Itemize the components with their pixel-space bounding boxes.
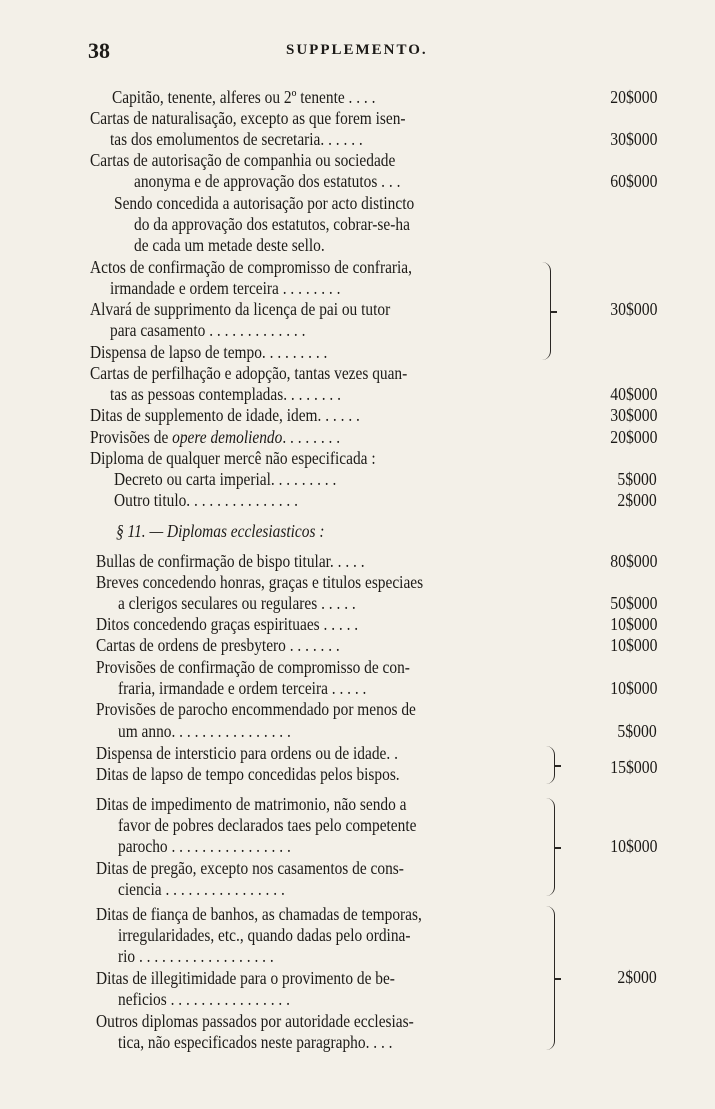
entry-line: fraria, irmandade e ordem terceira . . . . .	[118, 678, 367, 698]
entry-line: Alvará de supprimento da licença de pai ou tutor	[90, 299, 391, 319]
entry-line: Diploma de qualquer mercê não especificada :	[90, 448, 376, 468]
group-brace	[546, 746, 555, 784]
entry-line: Ditas de illegitimidade para o provimento de be-	[96, 968, 395, 988]
entry-price: 40$000	[609, 384, 657, 404]
entry-line: Cartas de autorisação de companhia ou sociedade	[90, 150, 396, 170]
entry-line: Dispensa de lapso de tempo. . . . . . . . .	[90, 342, 328, 362]
entry-line: Ditas de supplemento de idade, idem. . . . . .	[90, 405, 360, 425]
entry-line: Outros diplomas passados por autoridade ecclesias-	[96, 1011, 414, 1031]
entry-price: 50$000	[609, 593, 657, 613]
entry-price: 10$000	[609, 614, 657, 634]
entry-line: Cartas de perfilhação e adopção, tantas vezes quan-	[90, 363, 408, 383]
entry-line: Ditas de fiança de banhos, as chamadas de temporas,	[96, 904, 422, 924]
running-title: SUPPLEMENTO.	[286, 42, 428, 58]
group-brace	[546, 798, 555, 896]
entry-line: Cartas de naturalisação, excepto as que forem isen-	[90, 108, 406, 128]
entry-line: parocho . . . . . . . . . . . . . . . .	[118, 836, 291, 856]
entry-line: Provisões de parocho encommendado por menos de	[96, 699, 416, 719]
entry-line: Provisões de confirmação de compromisso de con-	[96, 657, 410, 677]
entry-price: 5$000	[617, 721, 657, 741]
group-brace	[542, 262, 551, 360]
entry-price: 80$000	[609, 551, 657, 571]
entry-price: 30$000	[609, 129, 657, 149]
entry-line: rio . . . . . . . . . . . . . . . . . .	[118, 946, 274, 966]
entry-line: para casamento . . . . . . . . . . . . .	[110, 320, 306, 340]
entry-line: anonyma e de approvação dos estatutos . . .	[134, 171, 401, 191]
entry-line: ciencia . . . . . . . . . . . . . . . .	[118, 879, 285, 899]
entry-line: Ditas de impedimento de matrimonio, não sendo a	[96, 794, 407, 814]
entry-line: Cartas de ordens de presbytero . . . . . . .	[96, 635, 340, 655]
entry-price: 10$000	[609, 635, 657, 655]
entry-line: Breves concedendo honras, graças e titulos especiaes	[96, 572, 424, 592]
entry-line: Capitão, tenente, alferes ou 2º tenente . . . .	[112, 87, 376, 107]
entry-line: Ditos concedendo graças espirituaes . . . . .	[96, 614, 359, 634]
entry-line: um anno. . . . . . . . . . . . . . . .	[118, 721, 291, 741]
note-line: do da approvação dos estatutos, cobrar-se-ha	[134, 214, 410, 234]
entry-price: 20$000	[609, 427, 657, 447]
note-line: Sendo concedida a autorisação por acto distincto	[114, 193, 415, 213]
entry-line: tas as pessoas contempladas. . . . . . . .	[110, 384, 341, 404]
entry-price: 10$000	[609, 678, 657, 698]
page-number: 38	[88, 38, 110, 63]
entry-line: tica, não especificados neste paragrapho. . . .	[118, 1032, 393, 1052]
entry-line: favor de pobres declarados taes pelo competente	[118, 815, 417, 835]
entry-price: 10$000	[609, 836, 657, 856]
entry-price: 2$000	[617, 967, 657, 987]
entry-line: tas dos emolumentos de secretaria. . . . . .	[110, 129, 363, 149]
entry-line: Provisões de opere demoliendo. . . . . . . .	[90, 427, 341, 447]
entry-line: Bullas de confirmação de bispo titular. . . . .	[96, 551, 365, 571]
entry-price: 30$000	[609, 405, 657, 425]
entry-line: Decreto ou carta imperial. . . . . . . . .	[114, 469, 337, 489]
entry-price: 2$000	[617, 490, 657, 510]
running-header	[88, 38, 658, 66]
entry-price: 5$000	[617, 469, 657, 489]
group-brace	[546, 906, 555, 1050]
entry-line: Actos de confirmação de compromisso de confraria,	[90, 257, 412, 277]
note-line: de cada um metade deste sello.	[134, 235, 325, 255]
entry-line: irregularidades, etc., quando dadas pelo ordina-	[118, 925, 411, 945]
entry-line: a clerigos seculares ou regulares . . . . .	[118, 593, 356, 613]
entry-line: Dispensa de intersticio para ordens ou de idade. .	[96, 743, 398, 763]
entry-price: 20$000	[609, 87, 657, 107]
entry-price: 30$000	[609, 299, 657, 319]
entry-line: neficios . . . . . . . . . . . . . . . .	[118, 989, 290, 1009]
entry-line: irmandade e ordem terceira . . . . . . . .	[110, 278, 341, 298]
section-heading: § 11. — Diplomas ecclesiasticos :	[116, 521, 325, 541]
entry-price: 60$000	[609, 171, 657, 191]
entry-line: Ditas de lapso de tempo concedidas pelos bispos.	[96, 764, 400, 784]
entry-line: Ditas de pregão, excepto nos casamentos de cons-	[96, 858, 404, 878]
entry-price: 15$000	[609, 757, 657, 777]
entry-line: Outro titulo. . . . . . . . . . . . . . .	[114, 490, 298, 510]
